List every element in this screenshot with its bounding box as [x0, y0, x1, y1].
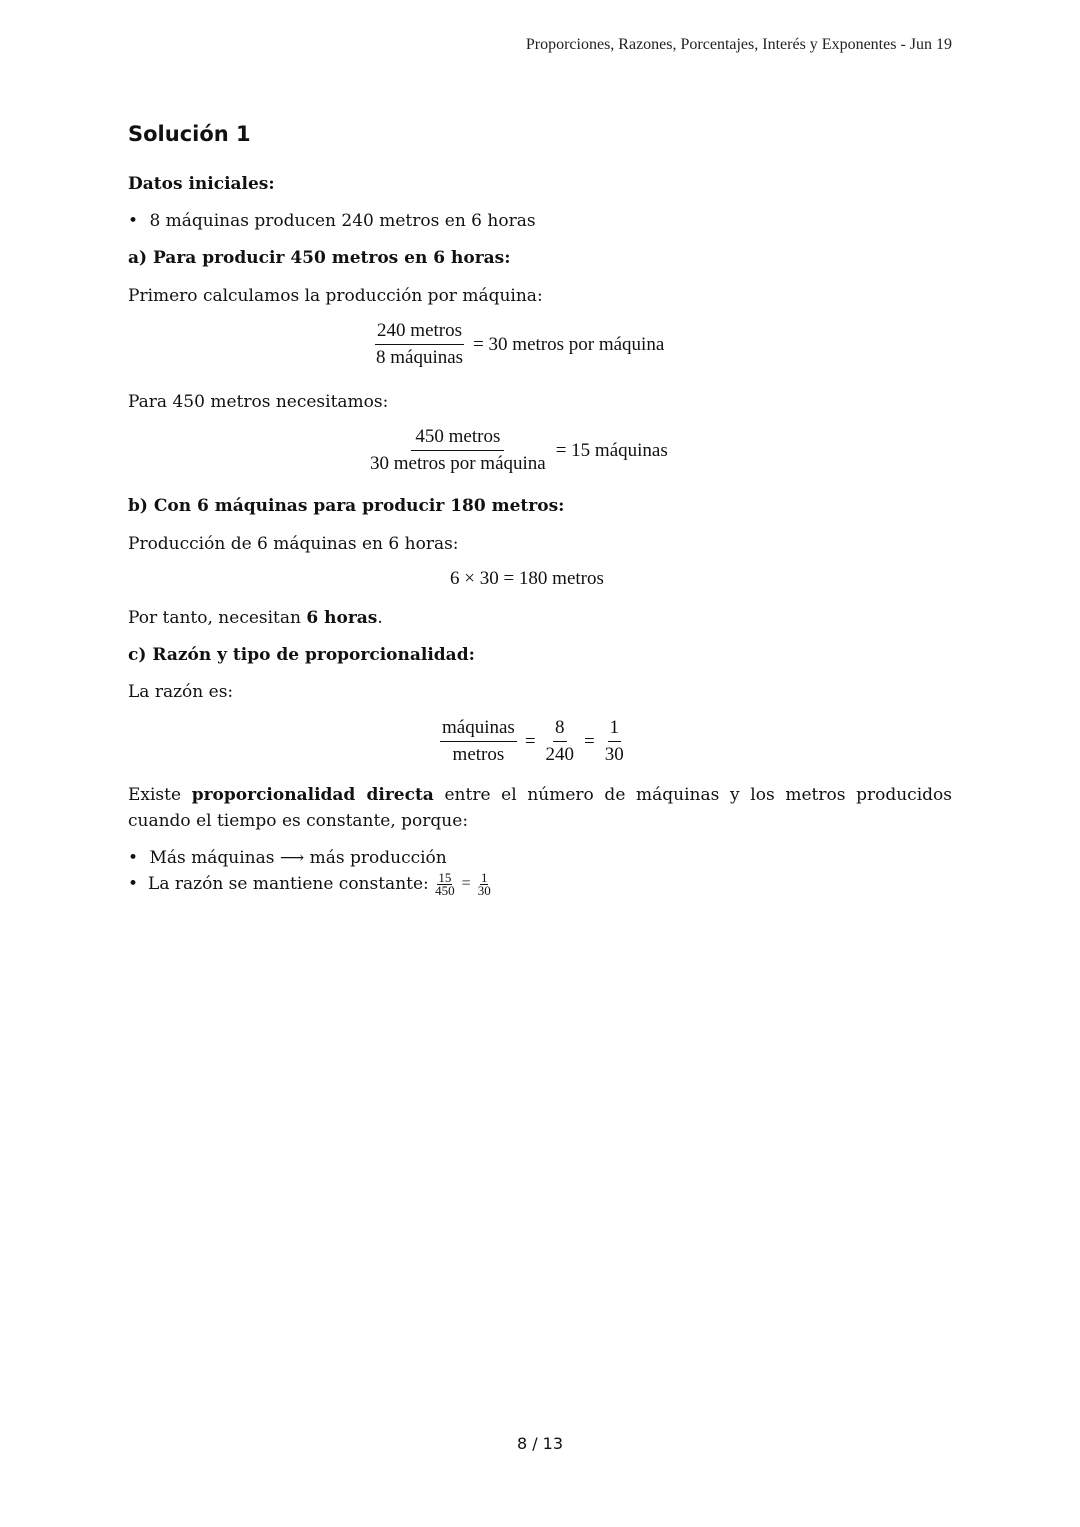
fraction-numerator: 15	[438, 869, 452, 885]
part-a-intro: Primero calculamos la producción por máquina:	[128, 286, 543, 306]
part-a-heading: a) Para producir 450 metros en 6 horas:	[128, 248, 511, 268]
equation-production-per-machine	[374, 320, 664, 369]
equation-total-production: 6 × 30 = 180 metros	[450, 568, 604, 589]
part-b-conclusion	[128, 605, 383, 631]
fraction-denominator: 30 metros por máquina	[370, 453, 546, 474]
fraction	[440, 717, 517, 766]
fraction-numerator: 1	[608, 717, 622, 742]
fraction-denominator: metros	[452, 744, 505, 765]
fraction-numerator: 240 metros	[375, 320, 464, 345]
paragraph-bold: proporcionalidad directa	[191, 785, 434, 805]
bullet-more-machines	[128, 845, 447, 871]
fraction	[603, 717, 626, 766]
bullet-text: Más máquinas ⟶ más producción	[149, 848, 447, 868]
conclusion-suffix: .	[377, 608, 383, 628]
part-a-intro2: Para 450 metros necesitamos:	[128, 392, 389, 412]
part-b-heading: b) Con 6 máquinas para producir 180 metros:	[128, 496, 565, 516]
part-c-heading: c) Razón y tipo de proporcionalidad:	[128, 645, 475, 665]
fraction	[368, 426, 548, 475]
equation-rhs: = 15 máquinas	[555, 439, 668, 461]
fraction-numerator: máquinas	[440, 717, 517, 742]
fraction-numerator: 8	[553, 717, 567, 742]
fraction-denominator: 8 máquinas	[376, 347, 464, 368]
fraction	[374, 320, 465, 369]
equals-sign: =	[584, 730, 595, 752]
bullet-constant-ratio	[128, 871, 492, 897]
datos-bullet-text: 8 máquinas producen 240 metros en 6 horas	[149, 211, 536, 231]
conclusion-prefix: Por tanto, necesitan	[128, 608, 307, 628]
part-c-intro: La razón es:	[128, 682, 234, 702]
equation-rhs: = 30 metros por máquina	[473, 333, 665, 355]
running-header: Proporciones, Razones, Porcentajes, Interés y Exponentes - Jun 19	[525, 36, 952, 53]
part-c-paragraph	[128, 782, 952, 834]
fraction-numerator: 450 metros	[411, 426, 504, 451]
equals-sign: =	[461, 875, 471, 892]
fraction	[477, 869, 492, 898]
bullet-text: La razón se mantiene constante:	[148, 874, 435, 894]
paragraph-suffix: entre el número de máquinas y los metros producidos cuando el tiempo es constante, porque:	[128, 785, 952, 831]
fraction-denominator: 240	[545, 744, 575, 765]
part-b-intro: Producción de 6 máquinas en 6 horas:	[128, 534, 459, 554]
solution-title: Solución 1	[128, 122, 251, 146]
bullet-dot: •	[128, 874, 139, 894]
fraction-denominator: 450	[435, 882, 455, 898]
fraction-denominator: 30	[604, 744, 624, 765]
equation-ratio	[440, 717, 626, 766]
fraction-denominator: 30	[477, 882, 491, 898]
fraction	[544, 717, 577, 766]
equation-machines-needed	[368, 426, 668, 475]
bullet-dot: •	[128, 211, 139, 231]
datos-heading: Datos iniciales:	[128, 174, 275, 194]
datos-bullet	[128, 208, 536, 234]
paragraph-prefix: Existe	[128, 785, 192, 805]
page-number: 8 / 13	[516, 1434, 564, 1453]
equals-sign: =	[524, 730, 536, 752]
bullet-dot: •	[128, 848, 139, 868]
fraction	[434, 869, 456, 898]
fraction-numerator: 1	[480, 869, 488, 885]
conclusion-bold: 6 horas	[306, 608, 378, 628]
